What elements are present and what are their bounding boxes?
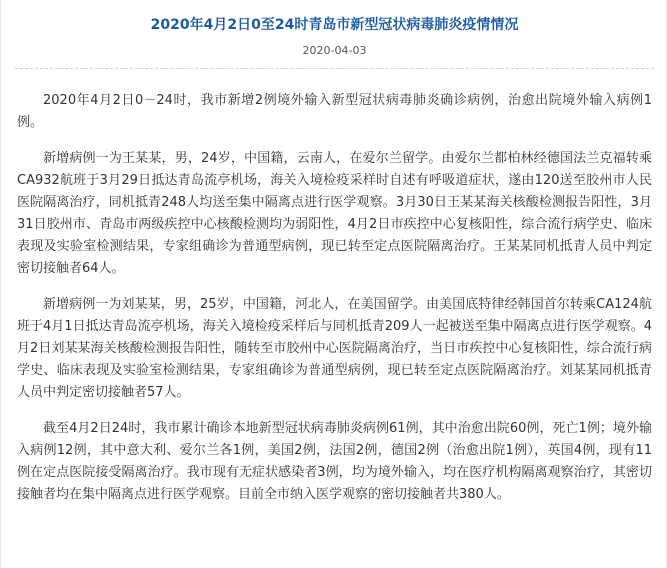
paragraph-case-wang: 新增病例一为王某某，男，24岁，中国籍，云南人，在爱尔兰留学。由爱尔兰都柏林经德国法兰克福转乘CA932航班于3月29日抵达青岛流亭机场，海关入境检疫采样时自述有呼吸道症状，遂由120送至胶州市人民医院隔离治疗，同机抵青248人均送至集中隔离点进行医学观察。3月30日王某某海关核酸检测报告阳性，3月31日胶州市、青岛市两级疾控中心核酸检测均为弱阳性，4月2日市疾控中心复核阳性，综合流行病学史、临床表现及实验室检测结果，专家组确诊为普通型病例，现已转至定点医院隔离治疗。王某某同机抵青人员中判定密切接触者64人。 bbox=[17, 151, 652, 276]
article-title: 2020年4月2日0至24时青岛市新型冠状病毒肺炎疫情情况 bbox=[150, 17, 519, 33]
paragraph-summary: 2020年4月2日0－24时，我市新增2例境外输入新型冠状病毒肺炎确诊病例，治愈出院境外输入病例1例。 bbox=[17, 93, 652, 130]
paragraph-cumulative: 截至4月2日24时，我市累计确诊本地新型冠状病毒肺炎病例61例，其中治愈出院60例，死亡1例；境外输入病例12例，其中意大利、爱尔兰各1例，美国2例，法国2例，德国2例（治愈出院1例），英国4例，现有11例在定点医院接受隔离治疗。我市现有无症状感染者3例，均为境外输入，均在医疗机构隔离观察治疗，其密切接触者均在集中隔离点进行医学观察。目前全市纳入医学观察的密切接触者共380人。 bbox=[17, 421, 652, 502]
paragraph-case-liu: 新增病例一为刘某某，男，25岁，中国籍，河北人，在美国留学。由美国底特律经韩国首尔转乘CA124航班于4月1日抵达青岛流亭机场，海关入境检疫采样后与同机抵青209人一起被送至集中隔离点进行医学观察。4月2日刘某某海关核酸检测报告阳性，随转至市胶州中心医院隔离治疗，当日市疾控中心复核阳性，综合流行病学史、临床表现及实验室检测结果，专家组确诊为普通型病例，现已转至定点医院隔离治疗。刘某某同机抵青人员中判定密切接触者57人。 bbox=[17, 297, 652, 400]
article-body bbox=[17, 90, 652, 520]
title-divider bbox=[15, 68, 654, 69]
publish-date: 2020-04-03 bbox=[302, 44, 367, 57]
